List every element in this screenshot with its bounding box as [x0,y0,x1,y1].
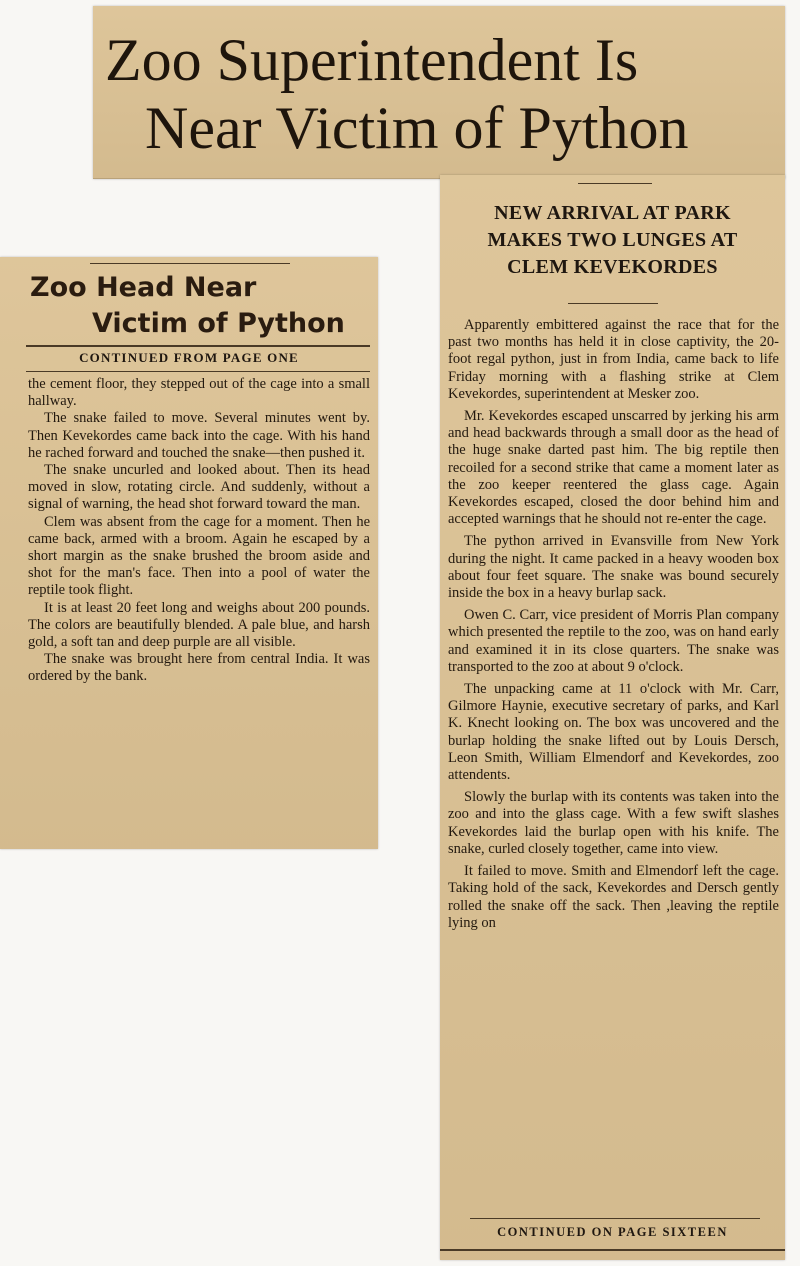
paragraph: Owen C. Carr, vice president of Morris Plan company which presented the reptile to the zoo, was on hand early and examined it in its close quarters. The snake was transported to the zoo at about 9 o'clock. [448,607,779,675]
paragraph: the cement floor, they stepped out of the cage into a small hallway. [28,376,370,410]
main-article-clipping [440,175,785,1260]
headline-clipping [93,6,785,179]
paragraph: Mr. Kevekordes escaped unscarred by jerking his arm and head backwards through a small door as the head of the huge snake darted past him. The big reptile then recoiled for a second strike that came a moment later as the zoo keeper reentered the glass cage. Again Kevekordes escaped, closed the door behind him and accepted warnings that he should not re-enter the cage. [448,408,779,528]
paragraph: The snake failed to move. Several minutes went by. Then Kevekordes came back into the cage. With his hand he rached forward and touched the snake—then pushed it. [28,410,370,461]
side-label-rule [26,371,370,372]
article-subhead: NEW ARRIVAL AT PARK MAKES TWO LUNGES AT CLEM KEVEKORDES [487,202,738,278]
headline-line-2: Near Victim of Python [145,95,689,161]
side-top-rule [90,263,290,264]
continued-on-label: CONTINUED ON PAGE SIXTEEN [497,1225,728,1239]
subhead-rule [568,303,658,304]
top-rule [578,183,652,184]
continuation-clipping [0,257,378,849]
side-headline-line-1: Zoo Head Near [30,272,257,303]
paragraph: Slowly the burlap with its contents was taken into the zoo and into the glass cage. With a few swift slashes Kevekordes laid the burlap open with his knife. The snake, curled closely together, came into view. [448,789,779,857]
paragraph: It failed to move. Smith and Elmendorf left the cage. Taking hold of the sack, Kevekordes and Dersch gently rolled the snake off the sack. Then ,leaving the reptile lying on [448,863,779,931]
paragraph: The snake uncurled and looked about. Then its head moved in slow, rotating circle. And suddenly, without a signal of warning, the head shot forward toward the man. [28,462,370,513]
paragraph: The unpacking came at 11 o'clock with Mr. Carr, Gilmore Haynie, executive secretary of parks, and Karl K. Knecht looking on. The box was uncovered and the burlap holding the snake lifted out by Louis Dersch, Leon Smith, William Elmendorf and Kevekordes, zoo attendents. [448,681,779,784]
side-headline-line-2: Victim of Python [92,308,345,339]
paragraph: The python arrived in Evansville from New York during the night. It came packed in a heavy wooden box about four feet square. The snake was bound securely inside the box in a heavy burlap sack. [448,533,779,602]
paragraph: The snake was brought here from central India. It was ordered by the bank. [28,651,370,685]
paragraph: Clem was absent from the cage for a moment. Then he came back, armed with a broom. Again he escaped by a short margin as the snake brushed the broom aside and shot for the man's face. Then into a pool of water the reptile took flight. [28,513,370,599]
side-head-rule [26,345,370,347]
main-article-body [448,317,779,937]
continuation-body [28,376,370,686]
bottom-rule [440,1249,785,1251]
headline-line-1: Zoo Superintendent Is [105,27,639,93]
continued-from-label: CONTINUED FROM PAGE ONE [79,350,299,365]
continued-rule [470,1218,760,1219]
paragraph: Apparently embittered against the race that for the past two months has held it in close captivity, the 20-foot regal python, just in from India, came back to life Friday morning with a flashing strike at Clem Kevekordes, superintendent at Mesker zoo. [448,317,779,402]
paragraph: It is at least 20 feet long and weighs about 200 pounds. The colors are beautifully blended. A pale blue, and harsh gold, a soft tan and deep purple are all visible. [28,599,370,651]
